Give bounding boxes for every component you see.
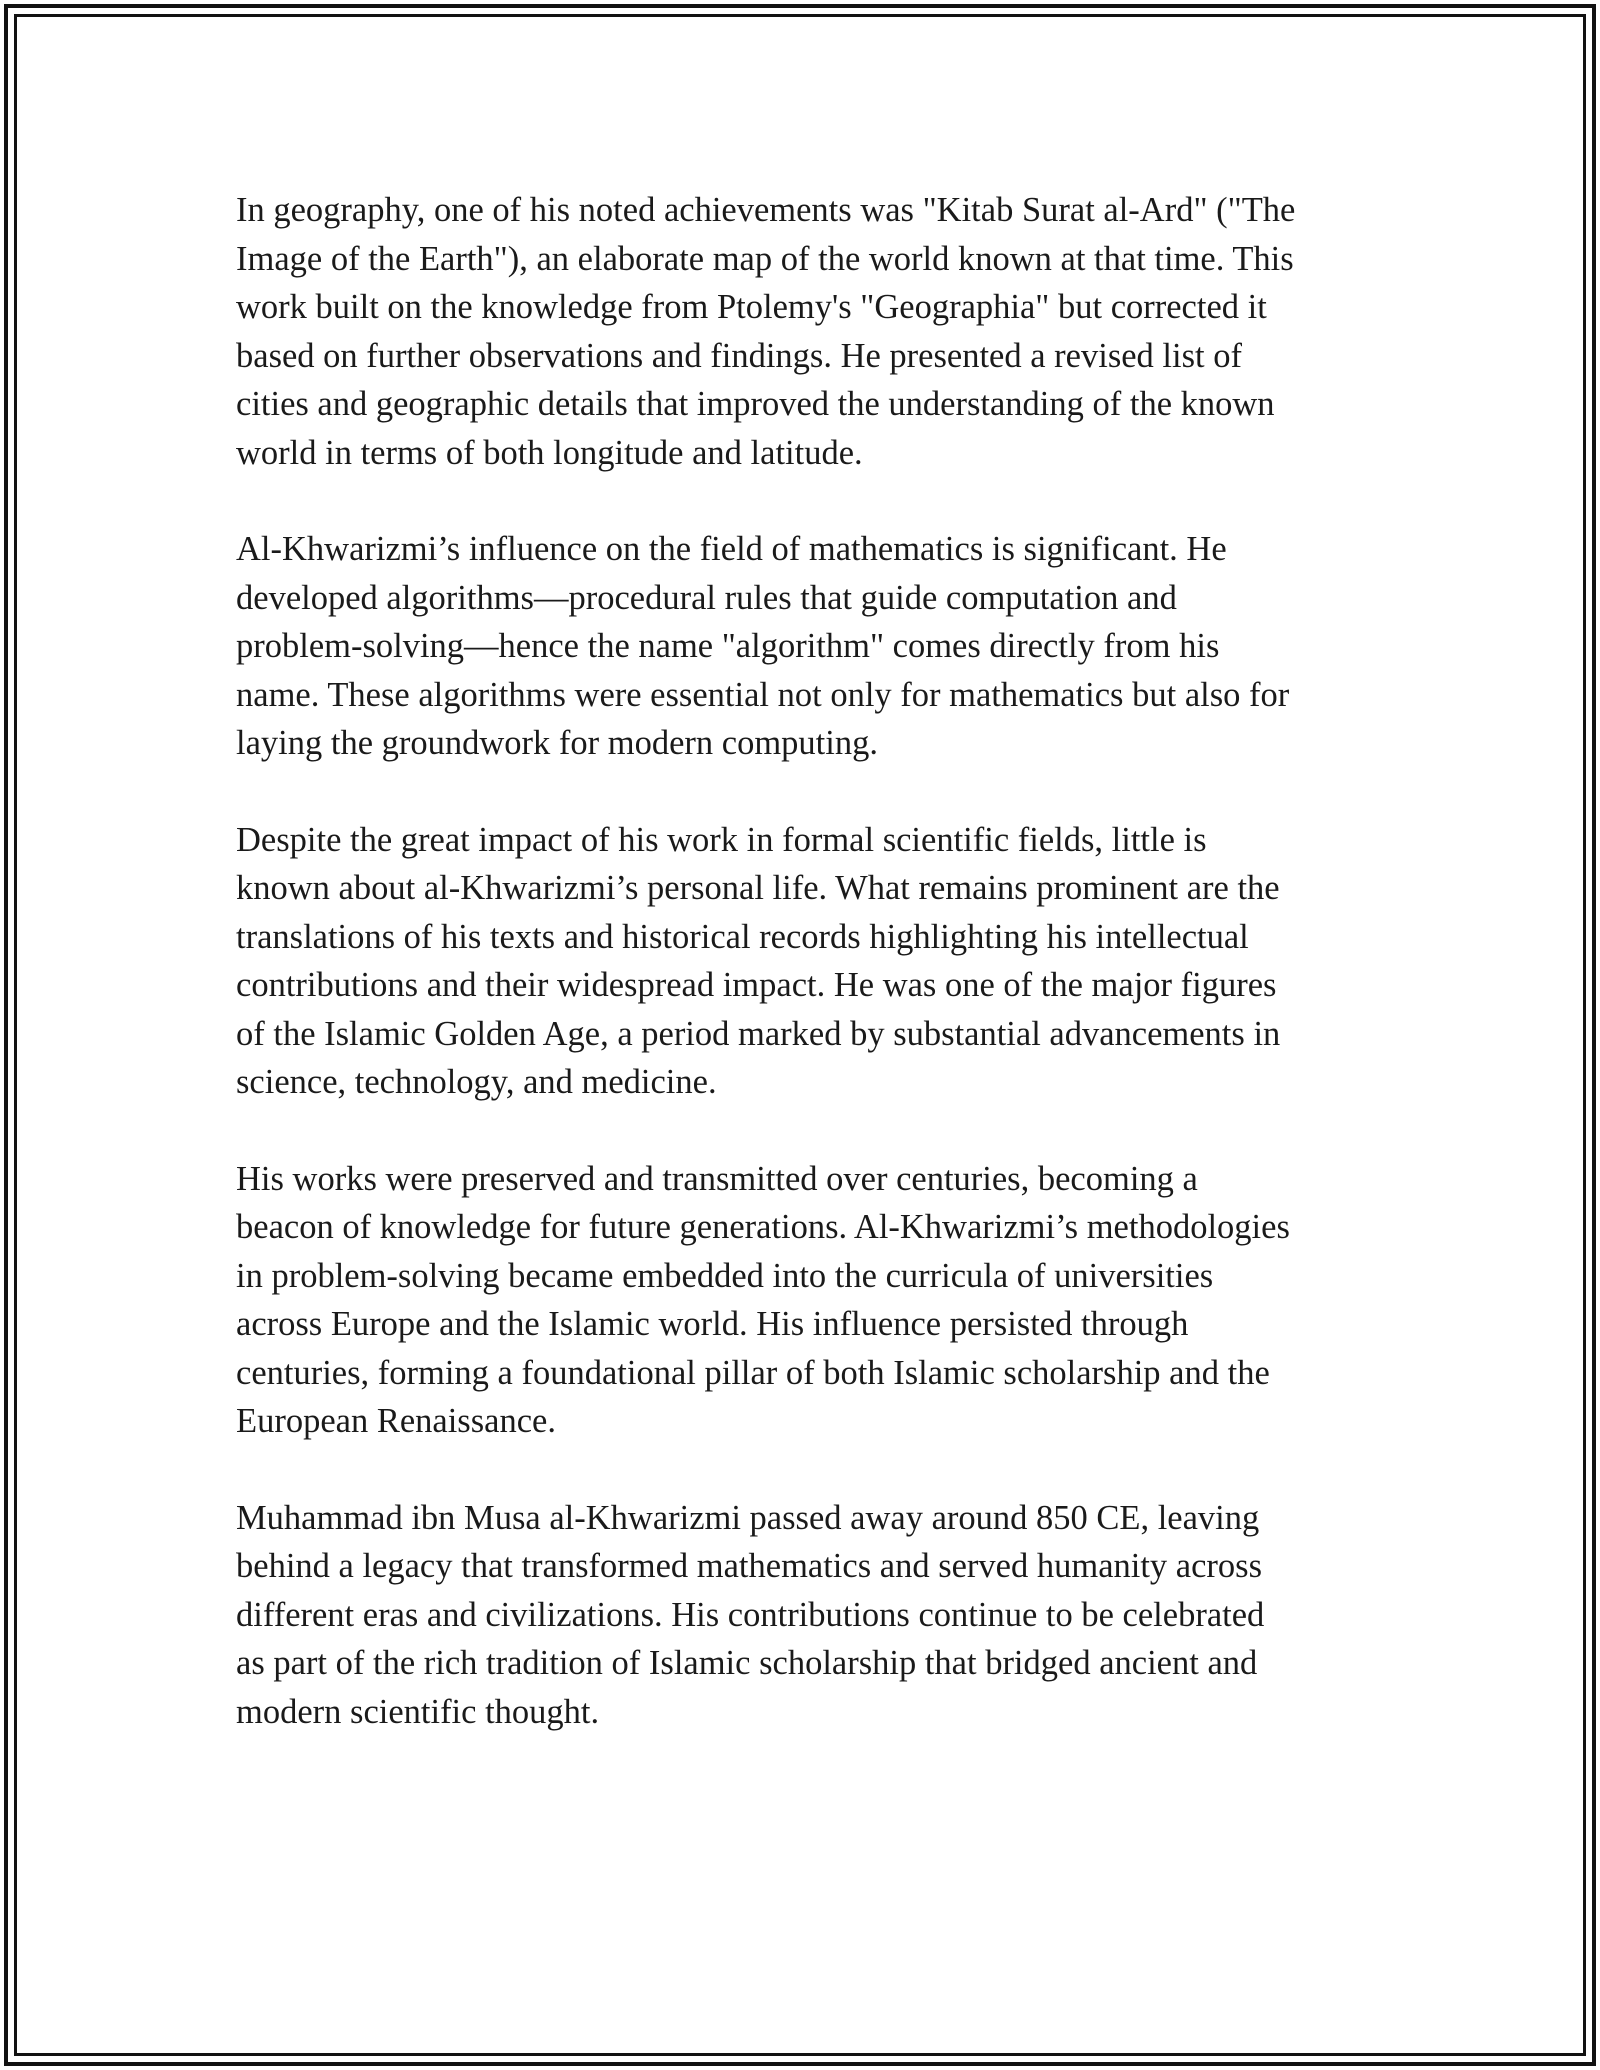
text-line: Image of the Earth"), an elaborate map of the world known at that time. This xyxy=(236,239,1294,278)
text-line: In geography, one of his noted achievements was "Kitab Surat al-Ard" ("The xyxy=(236,191,1296,229)
paragraph-geography xyxy=(236,186,1376,477)
text-line: His works were preserved and transmitted over centuries, becoming a xyxy=(236,1159,1198,1198)
text-line: Al-Khwarizmi’s influence on the field of mathematics is significant. He xyxy=(236,530,1227,568)
text-line: translations of his texts and historical records highlighting his intellectual xyxy=(236,917,1249,956)
text-line: across Europe and the Islamic world. His influence persisted through xyxy=(236,1305,1189,1343)
paragraph-mathematics xyxy=(236,525,1376,768)
text-line: Despite the great impact of his work in formal scientific fields, little is xyxy=(236,820,1207,859)
paragraph-death-and-legacy xyxy=(236,1494,1376,1737)
text-line: science, technology, and medicine. xyxy=(236,1063,717,1101)
text-line: behind a legacy that transformed mathematics and served humanity across xyxy=(236,1547,1263,1585)
text-line: problem-solving—hence the name "algorithm" comes directly from his xyxy=(236,627,1220,665)
text-line: of the Islamic Golden Age, a period marked by substantial advancements in xyxy=(236,1014,1281,1053)
text-line: laying the groundwork for modern computing. xyxy=(236,724,878,762)
text-line: world in terms of both longitude and latitude. xyxy=(236,433,863,472)
text-line: in problem-solving became embedded into the curricula of universities xyxy=(236,1256,1214,1295)
paragraph-personal-life xyxy=(236,816,1376,1107)
text-line: developed algorithms—procedural rules that guide computation and xyxy=(236,578,1177,617)
text-line: known about al-Khwarizmi’s personal life. What remains prominent are the xyxy=(236,869,1280,907)
text-line: work built on the knowledge from Ptolemy's "Geographia" but corrected it xyxy=(236,288,1267,326)
text-line: beacon of knowledge for future generations. Al-Khwarizmi’s methodologies xyxy=(236,1208,1290,1246)
text-line: based on further observations and findings. He presented a revised list of xyxy=(236,336,1242,375)
text-line: Muhammad ibn Musa al-Khwarizmi passed away around 850 CE, leaving xyxy=(236,1498,1260,1537)
text-line: contributions and their widespread impact. He was one of the major figures xyxy=(236,966,1277,1004)
text-line: European Renaissance. xyxy=(236,1402,556,1440)
text-line: cities and geographic details that improved the understanding of the known xyxy=(236,385,1275,423)
document-body xyxy=(236,186,1376,1784)
text-line: centuries, forming a foundational pillar of both Islamic scholarship and the xyxy=(236,1353,1270,1392)
text-line: modern scientific thought. xyxy=(236,1692,600,1731)
text-line: as part of the rich tradition of Islamic scholarship that bridged ancient and xyxy=(236,1644,1258,1682)
text-line: different eras and civilizations. His contributions continue to be celebrated xyxy=(236,1595,1265,1634)
text-line: name. These algorithms were essential not only for mathematics but also for xyxy=(236,675,1290,714)
paragraph-legacy-transmission xyxy=(236,1155,1376,1446)
